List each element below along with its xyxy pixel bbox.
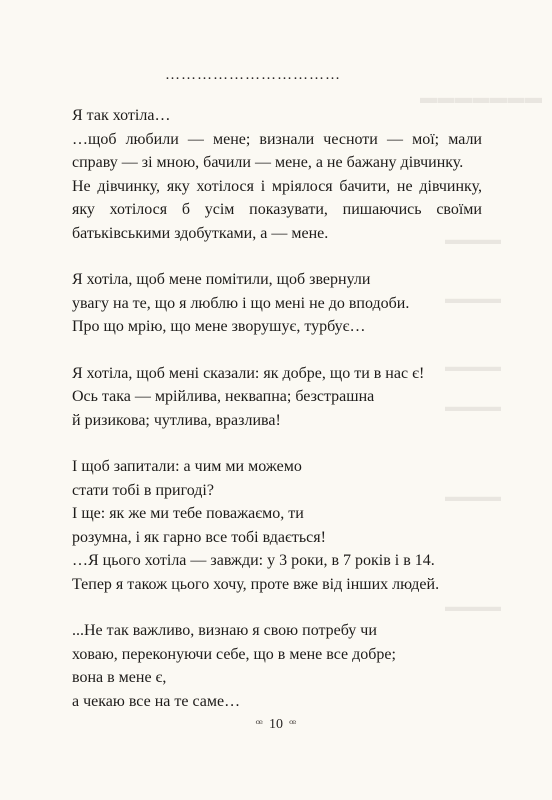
poem-line: а чекаю все на те саме… — [72, 692, 241, 710]
stanza-2 — [72, 268, 482, 339]
page-number: 10 — [269, 717, 283, 732]
poem-line: Я хотіла, щоб мені сказали: як добре, що ти в нас є! — [72, 364, 425, 382]
bleed-through-text: ▬▬▬▬ — [445, 400, 501, 415]
stanza-4 — [72, 455, 482, 596]
poem-line: ховаю, переконуючи себе, що в мене все добре; — [72, 645, 396, 663]
poem-line: Я так хотіла… — [72, 107, 171, 124]
poem-line: І ще: як же ми тебе поважаємо, ти — [72, 505, 304, 522]
bleed-through-text: ▬▬▬▬ — [445, 490, 501, 505]
section-separator: …………………………… — [165, 67, 341, 83]
bleed-through-text: ▬▬▬▬ — [445, 600, 501, 615]
poem-line: увагу на те, що я люблю і що мені не до вподоби. — [72, 294, 410, 312]
poem-line: …Я цього хотіла — завжди: у 3 роки, в 7 років і в 14. — [72, 552, 435, 569]
page-number-footer — [0, 717, 552, 733]
poem-line: Про що мрію, що мене зворушує, турбує… — [72, 318, 366, 335]
poem-line: Тепер я також цього хочу, проте вже від інших людей. — [72, 575, 440, 593]
bleed-through-text: ▬▬▬▬▬▬▬ — [420, 88, 543, 107]
stanza-3 — [72, 362, 482, 433]
stanza-5 — [72, 619, 482, 713]
stanza-1 — [72, 104, 482, 245]
bleed-through-text: ▬▬▬▬ — [445, 360, 501, 375]
bleed-through-text: ▬▬▬▬ — [445, 292, 501, 307]
ornament-left-icon: ꟹ — [255, 717, 263, 731]
poem-line: стати тобі в пригоді? — [72, 481, 214, 499]
poem-line: Не дівчинку, яку хотілося і мріялося бачити, не дівчинку, яку хотілося б усім показувати, пишаючись своїми батьківськими здобутками, а — мене. — [72, 177, 482, 242]
poem-line: І щоб запитали: а чим ми можемо — [72, 458, 302, 475]
bleed-through-text: ▬▬▬▬ — [445, 233, 501, 248]
poem-line: Ось така — мрійлива, неквапна; безстрашна — [72, 388, 375, 405]
poem-line: Я хотіла, щоб мене помітили, щоб звернули — [72, 271, 371, 288]
poem-body — [72, 104, 482, 736]
poem-line: вона в мене є, — [72, 669, 167, 686]
poem-line: …щоб любили — мене; визнали чесноти — мої; мали справу — зі мною, бачили — мене, а не бажану дівчинку. — [72, 130, 482, 171]
poem-line: розумна, і як гарно все тобі вдається! — [72, 528, 326, 546]
poem-line: й ризикова; чутлива, вразлива! — [72, 411, 281, 429]
ornament-right-icon: ꟹ — [289, 717, 297, 731]
poem-line: ...Не так важливо, визнаю я свою потребу чи — [72, 622, 377, 639]
